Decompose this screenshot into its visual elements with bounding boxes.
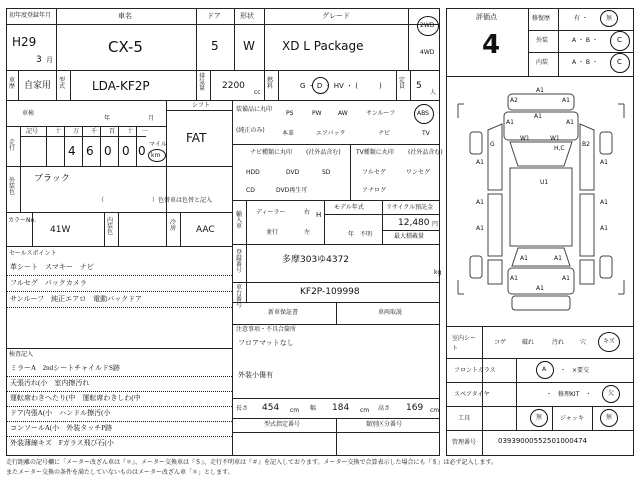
displacement-label: 排気量	[199, 73, 206, 92]
damage-label: A1	[536, 285, 544, 292]
equip-item: エアバック	[316, 130, 346, 137]
tv-item: アナログ	[362, 187, 387, 194]
nav-item: CD	[246, 187, 255, 194]
exterior-label: 外装	[536, 37, 549, 44]
reg-year-label: 初年度登録年月	[9, 12, 52, 19]
digit-label: 百	[109, 128, 116, 135]
nav-item: SD	[322, 169, 331, 176]
damage-label: G	[490, 141, 495, 148]
type-label: 型式	[59, 77, 66, 90]
reg-year: H29	[12, 35, 37, 49]
digit-label: 十	[127, 128, 134, 135]
inspection-note-line: 天張汚れ(小 室内擦汚れ	[10, 379, 90, 387]
mileage-digit: 4	[68, 144, 76, 158]
repair-label: 修復歴	[532, 15, 551, 22]
seat-selected: キズ	[603, 338, 615, 345]
shape-label: 形状	[240, 12, 254, 20]
inspection-note-line: ドア内張A(小 ハンドル擦汚(小	[10, 409, 111, 417]
spare-selected: 欠	[608, 390, 615, 397]
nav-sub: (社外品含む)	[306, 149, 341, 156]
recycle-yen: 円	[432, 221, 439, 228]
model-name: CX-5	[108, 38, 143, 56]
damage-label: A2	[510, 97, 518, 104]
damage-label: A1	[476, 225, 484, 232]
digit-label: 一	[142, 128, 149, 135]
import-left: 左	[304, 229, 311, 236]
sales-point-line: サンルーフ 純正エアロ 電動バックドア	[10, 295, 142, 303]
seat-item: 汚れ	[552, 339, 565, 346]
damage-label: A1	[520, 255, 528, 262]
plate-kg: kg	[434, 269, 442, 276]
inspection-year: 年	[104, 115, 111, 122]
seat-label: 室内シート	[452, 335, 477, 352]
model-label: 車名	[118, 12, 132, 20]
notes-label: 注意事項・不具合箇所	[236, 326, 297, 333]
digit-label: 万	[73, 128, 80, 135]
drive-4wd: 4WD	[420, 49, 435, 56]
length-label: 長さ	[236, 405, 249, 412]
inspection-month: 月	[148, 115, 155, 122]
damage-label: A1	[554, 255, 562, 262]
color-no-label: カラーNo.	[8, 217, 36, 224]
inspection-note-line: ミラーA 2ndシートチャイルドS跡	[10, 364, 120, 372]
cc-unit: cc	[254, 89, 261, 96]
length-unit: cm	[290, 407, 300, 414]
mgmt-label: 管理番号	[452, 439, 477, 446]
tools-selected: 無	[536, 414, 543, 421]
fuel-label: 燃料	[267, 77, 274, 90]
inspection-note-line: 運転席わきへたり(中 運転席わきしわ(中	[10, 394, 141, 402]
ac-label: 冷房	[170, 219, 177, 232]
max-load-label: 最大積載量	[394, 233, 425, 240]
recycle-value: 12,480	[398, 218, 430, 228]
equipment-sub: (純正のみ)	[236, 127, 265, 134]
fuel-options: G ・ D ・ HV ・ ( )	[300, 82, 382, 90]
damage-label: B2	[582, 141, 590, 148]
interior-selected: C	[617, 58, 622, 66]
import-parallel: 並行	[266, 229, 279, 236]
width-label: 幅	[310, 405, 317, 412]
sales-point-line: 革シート スマキー ナビ	[10, 263, 94, 271]
distance-label: 走行	[9, 139, 16, 152]
digit-label: 記号	[26, 128, 39, 135]
glass-selected: A	[542, 366, 547, 373]
km-unit: km	[151, 152, 161, 159]
tv-item: フルセグ	[362, 169, 386, 176]
interior-label: 内装	[536, 59, 549, 66]
nav-item: DVD	[286, 169, 300, 176]
import-label: 輸入車	[236, 211, 243, 230]
drive-2wd: 2WD	[420, 22, 435, 29]
mgmt-number: 03939000552501000474	[498, 437, 588, 445]
equipment-label: 装備品に丸印	[236, 106, 273, 113]
damage-label: W1	[550, 135, 560, 142]
mileage-digit: 0	[138, 144, 146, 158]
mileage-digit: 0	[122, 144, 130, 158]
sales-point-line: フルセグ バックカメラ	[10, 279, 87, 287]
equip-item: ナビ	[378, 130, 391, 137]
car-damage-diagram	[450, 80, 632, 320]
digit-label: 千	[91, 128, 98, 135]
import-right: 右	[304, 209, 311, 216]
abs-label: ABS	[417, 110, 429, 117]
damage-label: A1	[510, 275, 518, 282]
exterior-color: ブラック	[34, 173, 70, 183]
sheet-main-frame	[6, 8, 440, 456]
fuel-d-circle	[312, 77, 329, 94]
nav-item: DVD再生可	[276, 187, 308, 194]
repair-selected: 無	[606, 15, 613, 22]
model-year-value: 年 不明	[348, 231, 373, 238]
capacity-label: 定員	[399, 77, 406, 90]
chassis-value: KF2P-109998	[300, 287, 360, 297]
damage-label: A1	[506, 119, 514, 126]
chassis-label: 車台番号	[236, 284, 243, 309]
damage-label: A1	[566, 119, 574, 126]
repair-options: 有 ・	[574, 15, 588, 22]
model-year-h: H	[316, 211, 322, 219]
seat-item: 破れ	[522, 339, 535, 346]
color-no: 41W	[50, 225, 71, 235]
capacity-unit: 人	[430, 89, 437, 96]
glass-label: フロントガラス	[454, 367, 496, 374]
tv-item: ワンセグ	[406, 169, 431, 176]
width-unit: cm	[360, 407, 370, 414]
type-value: LDA-KF2P	[92, 79, 150, 93]
interior-options: A ・ B ・	[572, 59, 598, 66]
plate-label: 登録番号	[236, 249, 243, 274]
height-value: 169	[406, 403, 424, 413]
nav-label: ナビ種類に丸印	[250, 149, 293, 156]
shape-value: W	[243, 39, 255, 53]
damage-label: A1	[534, 113, 542, 120]
model-year-label: モデル年式	[334, 204, 364, 211]
month-unit: 月	[46, 56, 53, 64]
new-car-warranty: 新車保証書	[268, 309, 299, 316]
glass-options: ・ ×要交	[560, 367, 590, 374]
footer-note: またメーター交換の条件を満たしていないものはメーター改ざん車「＊」とします。	[6, 469, 234, 476]
inspection-label: 車検	[22, 110, 35, 117]
damage-label: A1	[476, 159, 484, 166]
rating-label: 評価点	[476, 13, 497, 21]
recycle-label: リサイクル預託金	[386, 204, 434, 211]
seat-item: コゲ	[494, 339, 507, 346]
designation-label: 型式指定番号	[264, 421, 301, 428]
exterior-selected: C	[617, 36, 622, 44]
doors-value: 5	[211, 39, 219, 53]
mileage-digit: 0	[104, 144, 112, 158]
equip-item: TV	[422, 130, 430, 137]
width-value: 184	[332, 403, 350, 413]
use-label: 車歴	[9, 77, 16, 90]
damage-label: A1	[600, 199, 608, 206]
mile-unit: マイル	[149, 141, 167, 148]
ac-value: AAC	[196, 225, 215, 235]
length-value: 454	[262, 403, 280, 413]
reg-month: 3	[36, 55, 42, 65]
seat-item: 穴	[580, 339, 587, 346]
damage-label: A1	[600, 225, 608, 232]
damage-label: H,C	[554, 145, 565, 152]
damage-label: A1	[476, 199, 484, 206]
equip-item: PS	[286, 110, 294, 117]
jack-label: ジャッキ	[560, 415, 584, 422]
sales-points-label: セールスポイント	[9, 250, 57, 257]
grade-value: XD L Package	[282, 39, 364, 53]
note-line: 外装小傷有	[238, 371, 273, 379]
damage-label: A1	[562, 97, 570, 104]
damage-label: A1	[600, 159, 608, 166]
damage-label: A1	[536, 87, 544, 94]
rating-value: 4	[482, 30, 501, 60]
damage-label: A1	[562, 275, 570, 282]
jack-selected: 無	[606, 414, 613, 421]
inspection-note-line: 外装薄線キズ Fガラス飛び石(小	[10, 439, 114, 447]
note-line: フロアマットなし	[238, 339, 294, 347]
doors-label: ドア	[207, 12, 221, 20]
shift-label: シフト	[192, 102, 211, 109]
class-label: 類別区分番号	[366, 421, 403, 428]
use-value: 自家用	[24, 81, 52, 91]
damage-label: W1	[520, 135, 530, 142]
nav-item: HDD	[246, 169, 260, 176]
footer-note: 走行距離の記号欄に「メーター改ざん車は『＊』、メーター交換車は『＄』、走行不明車は『＃』を記入しております。メーター交換で合算表示した場合にも『＄』は必ず記入します。	[6, 459, 498, 466]
inspection-notes-label: 検査記入	[9, 351, 34, 358]
import-dealer: ディーラー	[256, 209, 286, 216]
equip-item: 本革	[282, 130, 295, 137]
tools-label: 工具	[458, 415, 471, 422]
interior-color-label: 内装色	[107, 217, 114, 236]
spare-options: ・ 修理KIT ・	[546, 391, 592, 398]
digit-label: 十	[55, 128, 62, 135]
height-label: 高さ	[378, 405, 391, 412]
spare-label: スペアタイヤ	[454, 391, 490, 398]
equip-item: AW	[338, 110, 348, 117]
tv-sub: (社外品含む)	[408, 149, 443, 156]
tv-label: TV種類に丸印	[356, 149, 394, 156]
capacity-value: 5	[416, 81, 422, 91]
shift-value: FAT	[186, 131, 207, 145]
displacement-value: 2200	[222, 81, 245, 91]
color-change-note: （ ）色替車は色替と記入	[98, 197, 213, 204]
exterior-options: A ・ B ・	[572, 37, 598, 44]
plate-value: 多摩303ゆ4372	[282, 255, 350, 265]
height-unit: cm	[430, 407, 440, 414]
inspection-note-line: コンソールA(小 外装タッチP跡	[10, 424, 113, 432]
mileage-digit: 6	[86, 144, 94, 158]
damage-label: U1	[540, 179, 549, 186]
exterior-color-label: 外装色	[9, 177, 16, 196]
equip-item: サンルーフ	[366, 110, 396, 117]
manual-label: 車両取説	[378, 309, 403, 316]
grade-label: グレード	[322, 12, 350, 20]
equip-item: PW	[312, 110, 322, 117]
